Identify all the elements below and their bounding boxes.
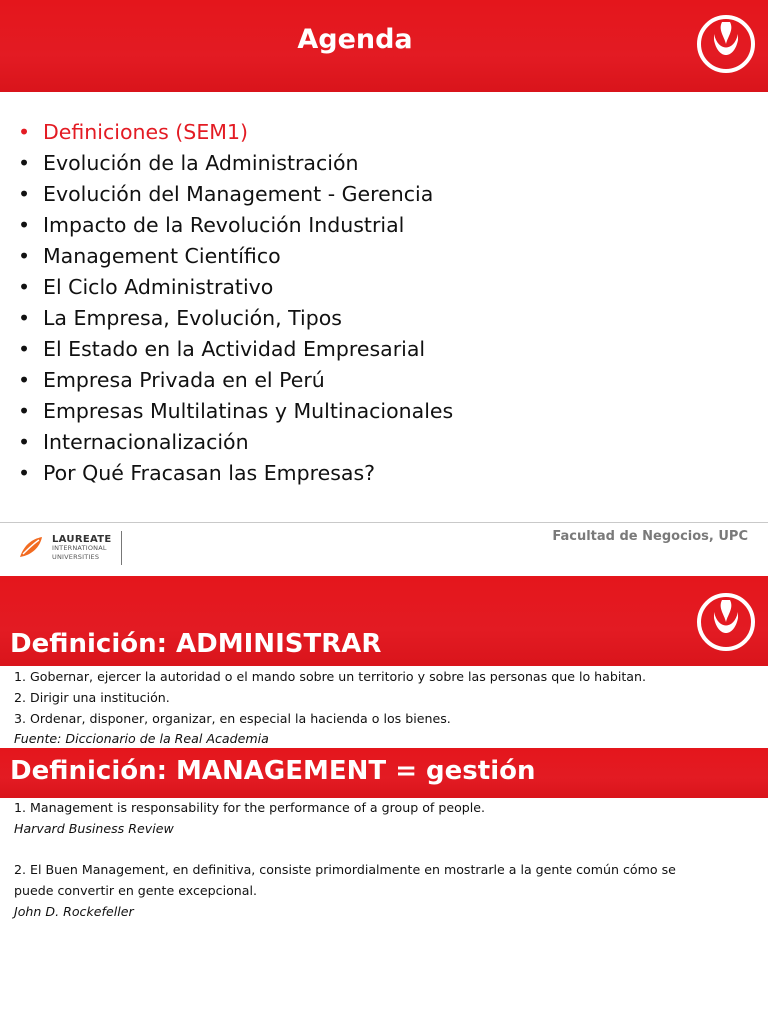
bullet-icon: • (18, 461, 31, 485)
heading-management: Definición: MANAGEMENT = gestión (10, 756, 536, 786)
def2-line-1: 1. Management is responsability for the performance of a group of people. (14, 800, 486, 815)
agenda-item-label: Empresas Multilatinas y Multinacionales (43, 399, 454, 423)
def1-line-2: 2. Dirigir una institución. (14, 690, 170, 705)
definition-management-band (0, 748, 768, 798)
laureate-line1: LAUREATE (52, 533, 112, 545)
bullet-icon: • (18, 182, 31, 206)
laureate-leaf-icon (18, 535, 44, 561)
agenda-item (18, 148, 453, 179)
def2-source-2: John D. Rockefeller (14, 904, 134, 919)
agenda-title: Agenda (297, 24, 413, 55)
bullet-icon: • (18, 275, 31, 299)
agenda-item-label: El Ciclo Administrativo (43, 275, 274, 299)
agenda-item-label: El Estado en la Actividad Empresarial (43, 337, 426, 361)
def1-source: Fuente: Diccionario de la Real Academia (14, 731, 269, 746)
heading-administrar: Definición: ADMINISTRAR (10, 629, 382, 659)
def2-line-2a: 2. El Buen Management, en definitiva, consiste primordialmente en mostrarle a la gente común cómo se (14, 862, 676, 877)
agenda-item-label: Evolución del Management - Gerencia (43, 182, 434, 206)
slide-definitions (0, 576, 768, 1024)
agenda-item (18, 334, 453, 365)
agenda-item-label: La Empresa, Evolución, Tipos (43, 306, 342, 330)
faculty-label: Facultad de Negocios, UPC (552, 529, 748, 544)
agenda-item (18, 427, 453, 458)
def1-line-1: 1. Gobernar, ejercer la autoridad o el mando sobre un territorio y sobre las personas que lo habitan. (14, 669, 646, 684)
agenda-item (18, 365, 453, 396)
agenda-item (18, 117, 453, 148)
bullet-icon: • (18, 213, 31, 237)
laureate-divider (121, 531, 122, 565)
agenda-item-label: Management Científico (43, 244, 281, 268)
agenda-item (18, 458, 453, 489)
agenda-item-label: Internacionalización (43, 430, 249, 454)
bullet-icon: • (18, 399, 31, 423)
bullet-icon: • (18, 337, 31, 361)
agenda-list (18, 117, 453, 489)
agenda-item-label: Por Qué Fracasan las Empresas? (43, 461, 376, 485)
definition-administrar-band (0, 576, 768, 666)
laureate-line2: INTERNATIONAL (52, 543, 107, 552)
bullet-icon: • (18, 151, 31, 175)
bullet-icon: • (18, 430, 31, 454)
laureate-line3: UNIVERSITIES (52, 552, 100, 561)
agenda-item (18, 272, 453, 303)
agenda-item (18, 210, 453, 241)
footer-divider (0, 522, 768, 523)
agenda-item-label: Evolución de la Administración (43, 151, 359, 175)
agenda-item-label: Definiciones (SEM1) (43, 120, 248, 144)
def1-line-3: 3. Ordenar, disponer, organizar, en especial la hacienda o los bienes. (14, 711, 451, 726)
laureate-logo (18, 530, 122, 566)
agenda-item-label: Empresa Privada en el Perú (43, 368, 325, 392)
agenda-item (18, 396, 453, 427)
agenda-header-band (0, 0, 768, 92)
def2-source-1: Harvard Business Review (14, 821, 174, 836)
agenda-item (18, 241, 453, 272)
bullet-icon: • (18, 244, 31, 268)
bullet-icon: • (18, 120, 31, 144)
bullet-icon: • (18, 368, 31, 392)
upc-logo-icon (696, 14, 756, 74)
agenda-item (18, 179, 453, 210)
agenda-item (18, 303, 453, 334)
bullet-icon: • (18, 306, 31, 330)
laureate-wordmark (52, 535, 111, 562)
def2-line-2b: puede convertir en gente excepcional. (14, 883, 257, 898)
agenda-item-label: Impacto de la Revolución Industrial (43, 213, 405, 237)
upc-logo-icon (696, 592, 756, 652)
